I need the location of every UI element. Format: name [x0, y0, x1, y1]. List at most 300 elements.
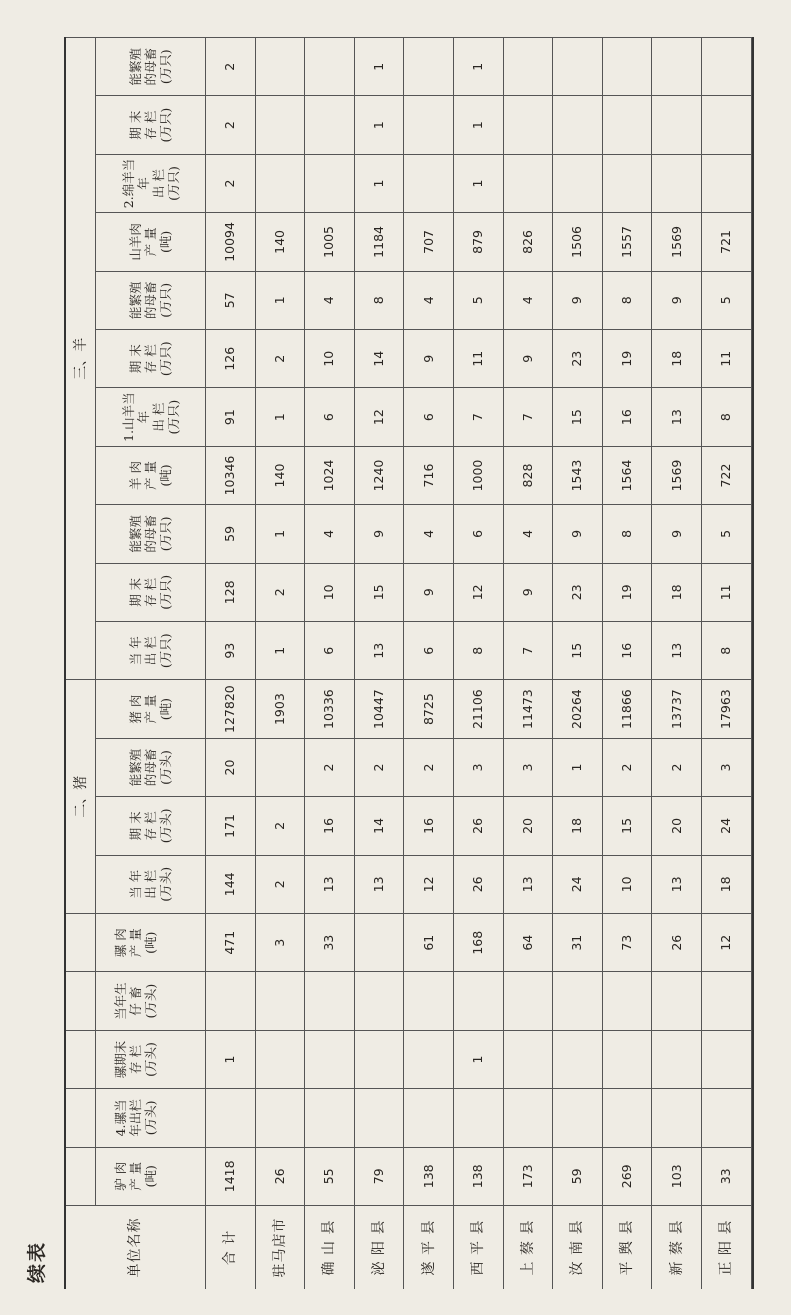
- group-header-sheep-label: 三、羊: [72, 337, 89, 380]
- table-cell-value: 13: [668, 642, 684, 659]
- table-cell-value: 6: [321, 413, 337, 422]
- table-cell: [454, 679, 504, 737]
- table-cell: [206, 1088, 256, 1146]
- column-header-line: 能繁殖: [128, 47, 143, 86]
- column-header-text: [113, 982, 158, 1020]
- table-cell-value: 12: [371, 409, 387, 426]
- table-cell: [504, 504, 554, 562]
- table-cell: [256, 621, 306, 679]
- table-cell: [206, 37, 256, 95]
- table-cell-value: 24: [569, 876, 585, 893]
- table-cell-value: 127820: [222, 685, 238, 733]
- table-cell: [256, 329, 306, 387]
- table-cell-value: 826: [519, 229, 535, 254]
- table-cell: [652, 271, 702, 329]
- table-cell: [206, 446, 256, 504]
- table-cell: [652, 971, 702, 1029]
- table-cell: [504, 563, 554, 621]
- table-cell-value: 9: [569, 529, 585, 538]
- table-cell-value: 1418: [222, 1160, 238, 1193]
- table-cell: [603, 971, 653, 1029]
- table-cell: [652, 621, 702, 679]
- table-cell: [454, 1088, 504, 1146]
- column-header: [96, 37, 206, 95]
- column-header-text: [128, 282, 173, 320]
- table-cell: [652, 679, 702, 737]
- table-cell: [603, 446, 653, 504]
- row-unit-name-label: 平 舆 县: [619, 1219, 636, 1276]
- table-cell: [355, 446, 405, 504]
- table-cell-value: 13737: [668, 689, 684, 729]
- table-cell-value: 3: [271, 938, 287, 947]
- column-header-line: 的母畜: [143, 515, 158, 553]
- table-cell-value: 10336: [321, 689, 337, 729]
- table-cell-value: 1: [271, 646, 287, 655]
- table-cell-value: 12: [718, 934, 734, 951]
- table-cell: [305, 329, 355, 387]
- column-header: [96, 154, 206, 212]
- table-cell-value: 4: [321, 296, 337, 305]
- row-unit-name: [404, 1205, 454, 1289]
- table-cell: [256, 387, 306, 445]
- table-cell-value: 12: [420, 876, 436, 893]
- table-cell-value: 20264: [569, 689, 585, 729]
- column-header-line: 的母畜: [143, 47, 158, 86]
- table-cell: [504, 971, 554, 1029]
- column-header-text: [128, 341, 173, 376]
- table-cell: [702, 621, 752, 679]
- table-cell: [553, 621, 603, 679]
- table-cell-value: 18: [668, 584, 684, 601]
- table-cell-value: 171: [222, 813, 238, 838]
- table-cell: [652, 855, 702, 913]
- table-cell: [603, 271, 653, 329]
- table-cell-value: 1569: [668, 226, 684, 258]
- table-cell-value: 61: [420, 934, 436, 951]
- table-cell: [702, 971, 752, 1029]
- table-cell-value: 11: [718, 584, 734, 601]
- table-cell: [355, 504, 405, 562]
- table-cell: [355, 738, 405, 796]
- table-cell: [256, 563, 306, 621]
- row-unit-name-label: 驻马店市: [271, 1217, 288, 1278]
- table-cell-value: 10: [321, 350, 337, 367]
- table-cell-value: 11: [718, 350, 734, 367]
- column-header-text: [121, 155, 181, 212]
- table-cell-value: 2: [321, 763, 337, 772]
- statistics-table: [64, 37, 754, 1289]
- column-header: [96, 95, 206, 153]
- row-unit-name-label: 新 蔡 县: [668, 1219, 685, 1276]
- table-cell-value: 8: [371, 296, 387, 305]
- column-header-line: 存 栏: [143, 110, 158, 140]
- row-unit-name-label: 汝 南 县: [569, 1219, 586, 1276]
- table-cell-value: 26: [470, 817, 486, 834]
- row-unit-name-label: 合 计: [222, 1229, 239, 1266]
- table-cell-value: 16: [619, 409, 635, 426]
- column-header-line: 1.山羊当年: [120, 392, 151, 442]
- table-cell: [256, 971, 306, 1029]
- table-cell: [206, 679, 256, 737]
- table-cell-value: 9: [519, 588, 535, 597]
- table-cell: [256, 95, 306, 153]
- table-cell-value: 1: [470, 62, 486, 71]
- table-cell: [504, 621, 554, 679]
- table-cell: [652, 387, 702, 445]
- table-cell: [404, 154, 454, 212]
- column-header-line: 当年生: [113, 982, 128, 1020]
- table-cell: [603, 504, 653, 562]
- column-header-line: 期 末: [128, 344, 143, 374]
- table-cell: [454, 504, 504, 562]
- table-cell: [603, 738, 653, 796]
- table-cell-value: 26: [271, 1168, 287, 1185]
- table-cell-value: 1: [371, 62, 387, 71]
- table-cell-value: 14: [371, 350, 387, 367]
- row-unit-name: [256, 1205, 306, 1289]
- table-cell-value: 15: [569, 409, 585, 426]
- table-cell-value: 7: [519, 646, 535, 655]
- table-cell: [603, 154, 653, 212]
- table-cell: [504, 1147, 554, 1205]
- column-header-line: 出 栏: [143, 636, 158, 666]
- column-header: [96, 329, 206, 387]
- column-header: [66, 971, 206, 1029]
- table-cell-value: 1569: [668, 459, 684, 492]
- table-cell: [454, 1030, 504, 1088]
- table-cell: [404, 1147, 454, 1205]
- table-cell: [355, 387, 405, 445]
- table-cell-value: 5: [718, 296, 734, 305]
- table-cell: [404, 271, 454, 329]
- table-cell-value: 7: [470, 413, 486, 422]
- table-cell: [454, 37, 504, 95]
- table-cell-value: 1564: [619, 459, 635, 492]
- column-header-unit: (吨): [158, 697, 173, 721]
- table-cell: [355, 212, 405, 270]
- column-header-unit: (万只): [158, 49, 173, 85]
- table-cell-value: 15: [569, 642, 585, 659]
- table-cell-value: 26: [668, 934, 684, 951]
- table-cell: [305, 913, 355, 971]
- table-cell: [504, 154, 554, 212]
- table-cell-value: 18: [569, 817, 585, 834]
- column-header-unit: (吨): [158, 230, 173, 254]
- table-cell-value: 9: [371, 529, 387, 538]
- table-cell: [305, 37, 355, 95]
- column-header-unit: (吨): [158, 464, 173, 487]
- table-cell-value: 471: [222, 930, 238, 955]
- table-cell: [553, 855, 603, 913]
- column-header: [66, 1147, 206, 1205]
- table-cell: [553, 913, 603, 971]
- row-unit-name: [553, 1205, 603, 1289]
- table-cell: [504, 855, 554, 913]
- table-cell-value: 2: [222, 179, 238, 188]
- table-cell-value: 79: [371, 1168, 387, 1185]
- table-cell-value: 1: [470, 179, 486, 188]
- table-cell-value: 18: [668, 350, 684, 367]
- table-cell-value: 1543: [569, 459, 585, 492]
- table-cell: [404, 446, 454, 504]
- table-cell: [652, 1030, 702, 1088]
- table-cell-value: 1903: [271, 693, 287, 726]
- row-unit-name-label: 上 蔡 县: [519, 1219, 536, 1276]
- column-header: [96, 738, 206, 796]
- table-cell: [454, 212, 504, 270]
- table-cell-value: 9: [668, 296, 684, 305]
- table-cell: [504, 271, 554, 329]
- table-cell-value: 2: [271, 821, 287, 830]
- table-cell-value: 1: [271, 529, 287, 538]
- column-header-line: 期 末: [128, 110, 143, 140]
- table-cell: [603, 37, 653, 95]
- table-cell-value: 269: [619, 1164, 635, 1189]
- table-cell: [256, 855, 306, 913]
- table-cell-value: 12: [470, 584, 486, 601]
- table-cell: [305, 1088, 355, 1146]
- table-cell-value: 59: [222, 525, 238, 542]
- table-cell: [553, 796, 603, 854]
- table-cell-value: 6: [470, 529, 486, 538]
- table-cell: [652, 329, 702, 387]
- table-cell-value: 59: [569, 1168, 585, 1185]
- table-cell-value: 14: [371, 817, 387, 834]
- table-cell-value: 10346: [222, 455, 238, 496]
- column-header-unit: (吨): [143, 1165, 158, 1188]
- column-header-text: [113, 1162, 158, 1191]
- table-cell: [355, 1088, 405, 1146]
- table-cell-value: 2: [271, 880, 287, 889]
- table-cell: [454, 329, 504, 387]
- table-cell: [454, 271, 504, 329]
- column-header-text: [121, 388, 181, 445]
- table-cell: [206, 212, 256, 270]
- table-cell: [355, 679, 405, 737]
- table-cell-value: 879: [470, 229, 486, 254]
- column-header-unit: (万只): [158, 107, 173, 143]
- column-header-unit: (万只): [158, 633, 173, 669]
- column-header-line: 产 量: [143, 227, 158, 257]
- column-header-unit: (万头): [143, 1042, 158, 1077]
- group-header-pig: [66, 679, 96, 913]
- table-cell-value: 23: [569, 350, 585, 367]
- table-cell: [553, 95, 603, 153]
- table-cell-value: 2: [371, 763, 387, 772]
- table-cell-value: 1024: [321, 459, 337, 492]
- table-cell-value: 1506: [569, 226, 585, 258]
- table-cell: [702, 37, 752, 95]
- column-header-line: 驴 肉: [113, 1161, 128, 1191]
- column-header: [96, 679, 206, 737]
- table-cell: [702, 504, 752, 562]
- table-cell-value: 9: [420, 588, 436, 597]
- table-cell: [504, 212, 554, 270]
- column-header-line: 当 年: [128, 636, 143, 666]
- table-cell-value: 24: [718, 817, 734, 834]
- column-header-unit: (万头): [158, 808, 173, 844]
- column-header-unit: (万头): [158, 750, 173, 785]
- table-cell: [504, 387, 554, 445]
- table-cell: [206, 329, 256, 387]
- table-cell: [652, 1088, 702, 1146]
- table-cell-value: 6: [420, 646, 436, 655]
- table-cell-value: 93: [222, 642, 238, 659]
- table-cell: [603, 855, 653, 913]
- table-cell: [305, 621, 355, 679]
- table-cell-value: 2: [420, 763, 436, 772]
- table-cell-value: 4: [321, 529, 337, 538]
- table-cell-value: 128: [222, 580, 238, 605]
- table-cell: [404, 971, 454, 1029]
- table-cell: [355, 1030, 405, 1088]
- table-cell-value: 9: [519, 354, 535, 363]
- table-cell: [305, 796, 355, 854]
- column-header-line: 仔 畜: [128, 986, 143, 1016]
- column-header-line: 当 年: [128, 869, 143, 899]
- table-cell: [355, 796, 405, 854]
- table-cell-value: 5: [718, 529, 734, 538]
- table-cell-value: 31: [569, 934, 585, 951]
- table-cell: [652, 563, 702, 621]
- table-cell: [256, 796, 306, 854]
- table-cell-value: 18: [718, 876, 734, 893]
- column-header-text: [128, 809, 173, 844]
- table-cell: [603, 913, 653, 971]
- table-cell-value: 20: [668, 817, 684, 834]
- table-cell-value: 6: [420, 413, 436, 422]
- table-cell-value: 55: [321, 1168, 337, 1185]
- table-cell-value: 13: [371, 876, 387, 893]
- table-cell-value: 2: [619, 763, 635, 772]
- table-cell: [553, 387, 603, 445]
- table-cell: [603, 1030, 653, 1088]
- table-cell-value: 5: [470, 296, 486, 305]
- table-cell: [702, 913, 752, 971]
- table-cell: [355, 855, 405, 913]
- row-unit-name: [652, 1205, 702, 1289]
- table-cell: [206, 621, 256, 679]
- table-cell-value: 1: [569, 763, 585, 772]
- column-header-line: 2.绵羊当年: [120, 158, 151, 209]
- table-cell: [553, 37, 603, 95]
- table-cell: [355, 563, 405, 621]
- table-cell: [206, 271, 256, 329]
- column-header-line: 能繁殖: [128, 515, 143, 553]
- row-unit-name-label: 遂 平 县: [420, 1219, 437, 1276]
- table-cell-value: 4: [519, 296, 535, 305]
- column-header-unit: (万只): [158, 516, 173, 552]
- column-header: [66, 913, 206, 971]
- column-header-line: 期 末: [128, 811, 143, 841]
- column-header-text: [128, 48, 173, 86]
- column-header-text: [128, 867, 173, 902]
- table-cell-value: 10447: [371, 689, 387, 729]
- table-cell: [603, 95, 653, 153]
- table-cell: [702, 738, 752, 796]
- table-cell-value: 91: [222, 409, 238, 426]
- table-cell: [454, 913, 504, 971]
- column-header-line: 的母畜: [143, 748, 158, 787]
- table-cell-value: 11866: [619, 689, 635, 729]
- row-unit-name: [305, 1205, 355, 1289]
- table-cell-value: 4: [519, 529, 535, 538]
- table-cell-value: 1: [371, 121, 387, 130]
- table-cell: [404, 95, 454, 153]
- table-cell: [305, 563, 355, 621]
- column-header: [96, 504, 206, 562]
- table-cell-value: 707: [420, 229, 436, 254]
- table-cell: [404, 679, 454, 737]
- table-cell: [702, 329, 752, 387]
- column-header-text: [128, 749, 173, 787]
- table-cell-value: 1: [470, 121, 486, 130]
- table-cell-value: 8725: [420, 693, 436, 726]
- column-header-line: 羊 肉: [128, 461, 143, 490]
- table-cell-value: 1: [271, 296, 287, 305]
- table-cell-value: 26: [470, 876, 486, 893]
- table-cell: [305, 1030, 355, 1088]
- table-cell: [305, 212, 355, 270]
- column-header-unit: (万头): [143, 1100, 158, 1136]
- table-cell: [702, 563, 752, 621]
- column-header-unit: (万只): [158, 341, 173, 377]
- table-cell-value: 168: [470, 930, 486, 955]
- table-cell: [504, 1030, 554, 1088]
- table-cell-value: 3: [718, 763, 734, 772]
- table-cell: [553, 271, 603, 329]
- table-cell-value: 8: [718, 413, 734, 422]
- table-cell: [305, 855, 355, 913]
- table-cell-value: 73: [619, 934, 635, 951]
- table-cell-value: 9: [569, 296, 585, 305]
- column-header-text: [128, 108, 173, 143]
- table-cell: [256, 913, 306, 971]
- table-cell: [652, 95, 702, 153]
- table-cell-value: 4: [420, 529, 436, 538]
- table-cell-value: 721: [718, 229, 734, 254]
- column-header-line: 年出栏: [128, 1099, 143, 1137]
- table-cell-value: 20: [222, 759, 238, 776]
- table-cell: [652, 738, 702, 796]
- table-cell-value: 11473: [519, 689, 535, 729]
- column-header-text: [128, 575, 173, 610]
- row-unit-name-label: 西 平 县: [470, 1219, 487, 1276]
- table-cell-value: 828: [519, 463, 535, 488]
- column-header-line: 存 栏: [128, 1045, 143, 1074]
- table-cell-value: 7: [519, 413, 535, 422]
- table-cell-value: 1557: [619, 226, 635, 258]
- table-cell: [553, 1088, 603, 1146]
- table-cell-value: 10: [321, 584, 337, 601]
- table-cell: [355, 95, 405, 153]
- column-header-line: 4.骡当: [113, 1099, 128, 1137]
- table-cell-value: 13: [668, 876, 684, 893]
- column-header-line: 存 栏: [143, 344, 158, 374]
- column-header-line: 产 量: [128, 1161, 143, 1191]
- table-cell: [355, 271, 405, 329]
- column-header: [96, 271, 206, 329]
- table-cell: [553, 563, 603, 621]
- table-cell: [404, 621, 454, 679]
- table-cell: [256, 1030, 306, 1088]
- column-header-line: 出 栏: [150, 169, 166, 198]
- table-cell-value: 8: [619, 296, 635, 305]
- table-cell: [206, 154, 256, 212]
- column-header-line: 的母畜: [143, 281, 158, 320]
- table-cell: [603, 1088, 653, 1146]
- table-cell: [652, 796, 702, 854]
